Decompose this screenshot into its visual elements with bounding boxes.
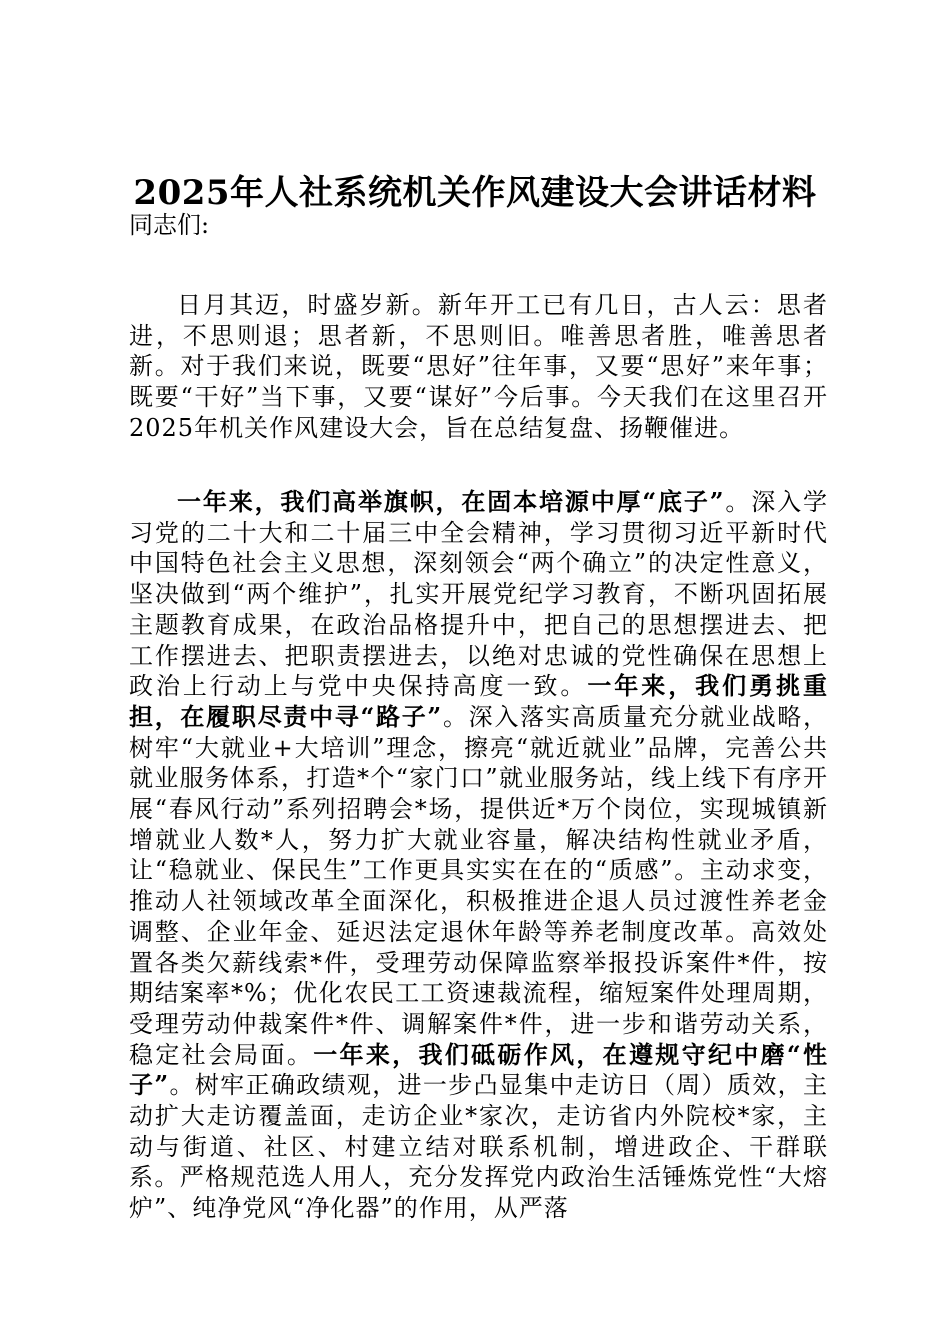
paragraph-review xyxy=(129,487,828,1224)
document-title: 2025年人社系统机关作风建设大会讲话材料 xyxy=(133,173,817,213)
paragraph-intro xyxy=(129,290,828,444)
bold-heading-duty: 一年来，我们勇挑重担，在履职尽责中寻“路子” xyxy=(129,671,829,731)
paragraph-text: 。深入落实高质量充分就业战略，树牢“大就业+大培训”理念，擦亮“就近就业”品牌，完善公共就业服务体系，打造*个“家门口”就业服务站，线上线下有序开展“春风行动”系列招聘会*场，提供近*万个岗位，实现城镇新增就业人数*人，努力扩大就业容量，解决结构性就业矛盾，让“稳就业、保民生”工作更具实实在在的“质感”。主动求变，推动人社领域改革全面深化，积极推进企退人员过渡性养老金调整、企业年金、延迟法定退休年龄等养老制度改革。高效处置各类欠薪线索*件，受理劳动保障监察举报投诉案件*件，按期结案率*%；优化农民工工资速裁流程，缩短案件处理周期，受理劳动仲裁案件*件、调解案件*件，进一步和谐劳动关系，稳定社会局面。 xyxy=(129,702,829,1069)
bold-heading-style: 一年来，我们砥砺作风，在遵规守纪中磨“性子” xyxy=(129,1039,829,1100)
salutation: 同志们: xyxy=(129,211,210,239)
paragraph-text: 。深入学习党的二十大和二十届三中全会精神，学习贯彻习近平新时代中国特色社会主义思想，深刻领会“两个确立”的决定性意义，坚决做到“两个维护”，扎实开展党纪学习教育，不断巩固拓展主题教育成果，在政治品格提升中，把自己的思想摆进去、把工作摆进去、把职责摆进去，以绝对忠诚的党性确保在思想上政治上行动上与党中央保持高度一致。 xyxy=(129,488,829,701)
paragraph-text: 。树牢正确政绩观，进一步凸显集中走访日（周）质效，主动扩大走访覆盖面，走访企业*家次，走访省内外院校*家，主动与街道、社区、村建立结对联系机制，增进政企、干群联系。严格规范选人用人，充分发挥党内政治生活锤炼党性“大熔炉”、纯净党风“净化器”的作用，从严落 xyxy=(129,1071,829,1223)
paragraph-text: 日月其迈，时盛岁新。新年开工已有几日，古人云：思者进，不思则退；思者新，不思则旧。唯善思者胜，唯善思者新。对于我们来说，既要“思好”往年事，又要“思好”来年事；既要“干好”当下事，又要“谋好”今后事。今天我们在这里召开2025年机关作风建设大会，旨在总结复盘、扬鞭催进。 xyxy=(129,291,828,442)
bold-heading-banner: 一年来，我们高举旗帜，在固本培源中厚“底子” xyxy=(177,487,725,516)
